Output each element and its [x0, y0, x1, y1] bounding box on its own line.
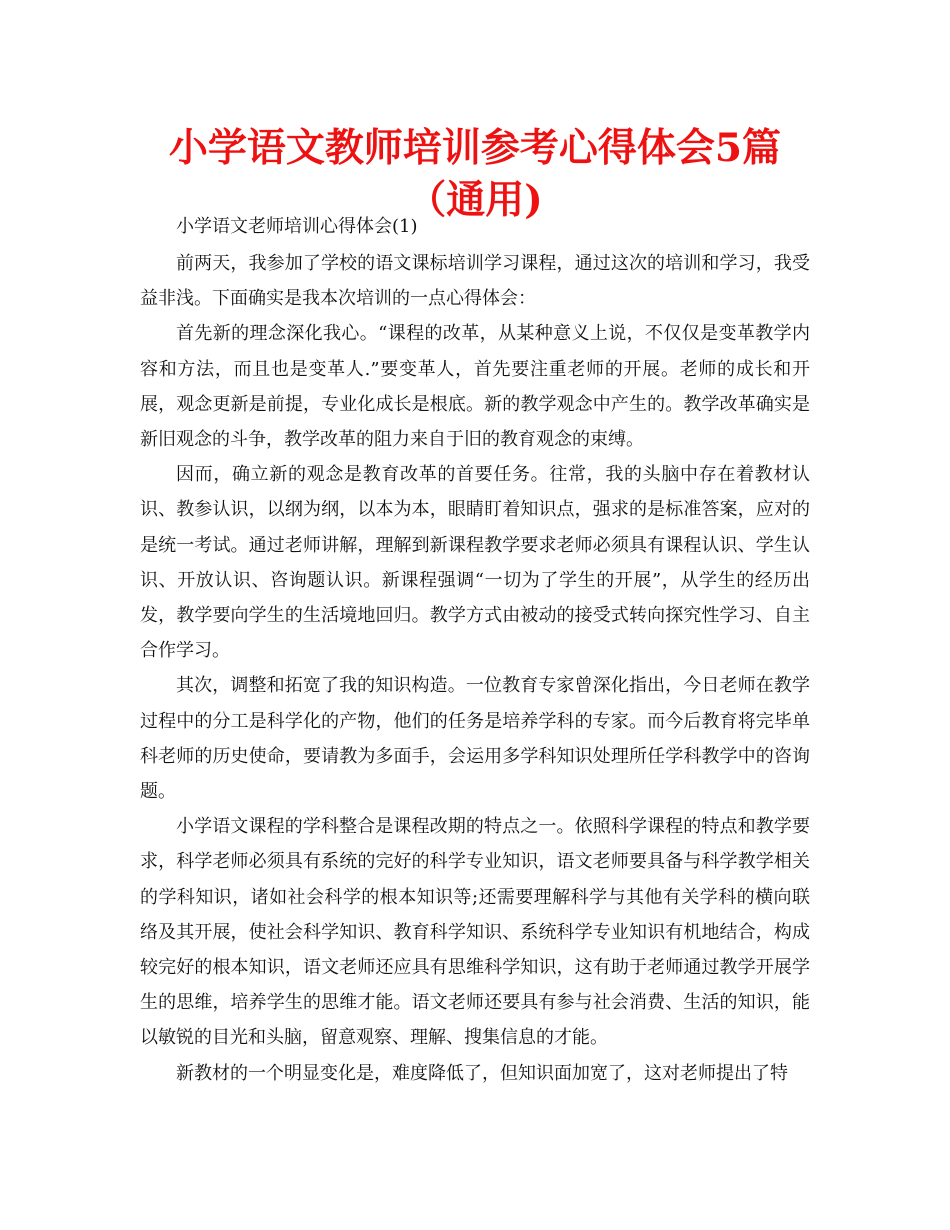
paragraph-3: 因而，确立新的观念是教育改革的首要任务。往常，我的头脑中存在着教材认识、教参认识，以纲为纲，以本为本，眼睛盯着知识点，强求的是标准答案，应对的是统一考试。通过老师讲解，理解到新课程教学要求老师必须具有课程认识、学生认识、开放认识、咨询题认识。新课程强调“一切为了学生的开展”，从学生的经历出发，教学要向学生的生活境地回归。教学方式由被动的接受式转向探究性学习、自主合作学习。 — [140, 464, 810, 662]
paragraph-2: 首先新的理念深化我心。“课程的改革，从某种意义上说，不仅仅是变革教学内容和方法，而且也是变革人.”要变革人，首先要注重老师的开展。老师的成长和开展，观念更新是前提，专业化成长是根底。新的教学观念中产生的。教学改革确实是新旧观念的斗争，教学改革的阻力来自于旧的教育观念的束缚。 — [140, 323, 810, 451]
document-title: 小学语文教师培训参考心得体会5篇（通用) — [168, 125, 782, 223]
document-body — [140, 212, 810, 1091]
paragraph-1: 前两天，我参加了学校的语文课标培训学习课程，通过这次的培训和学习，我受益非浅。下面确实是我本次培训的一点心得体会： — [140, 253, 810, 310]
section-subtitle: 小学语文老师培训心得体会(1) — [176, 216, 418, 237]
paragraph-6: 新教材的一个明显变化是，难度降低了，但知识面加宽了，这对老师提出了特 — [176, 1062, 788, 1084]
paragraph-4: 其次，调整和拓宽了我的知识构造。一位教育专家曾深化指出，今日老师在教学过程中的分工是科学化的产物，他们的任务是培养学科的专家。而今后教育将完毕单科老师的历史使命，要请教为多面手，会运用多学科知识处理所任学科教学中的咨询题。 — [140, 675, 810, 803]
paragraph-5: 小学语文课程的学科整合是课程改期的特点之一。依照科学课程的特点和教学要求，科学老师必须具有系统的完好的科学专业知识，语文老师要具备与科学教学相关的学科知识，诸如社会科学的根本知识等;还需要理解科学与其他有关学科的横向联络及其开展，使社会科学知识、教育科学知识、系统科学专业知识有机地结合，构成较完好的根本知识，语文老师还应具有思维科学知识，这有助于老师通过教学开展学生的思维，培养学生的思维才能。语文老师还要具有参与社会消费、生活的知识，能以敏锐的目光和头脑，留意观察、理解、搜集信息的才能。 — [140, 816, 810, 1049]
